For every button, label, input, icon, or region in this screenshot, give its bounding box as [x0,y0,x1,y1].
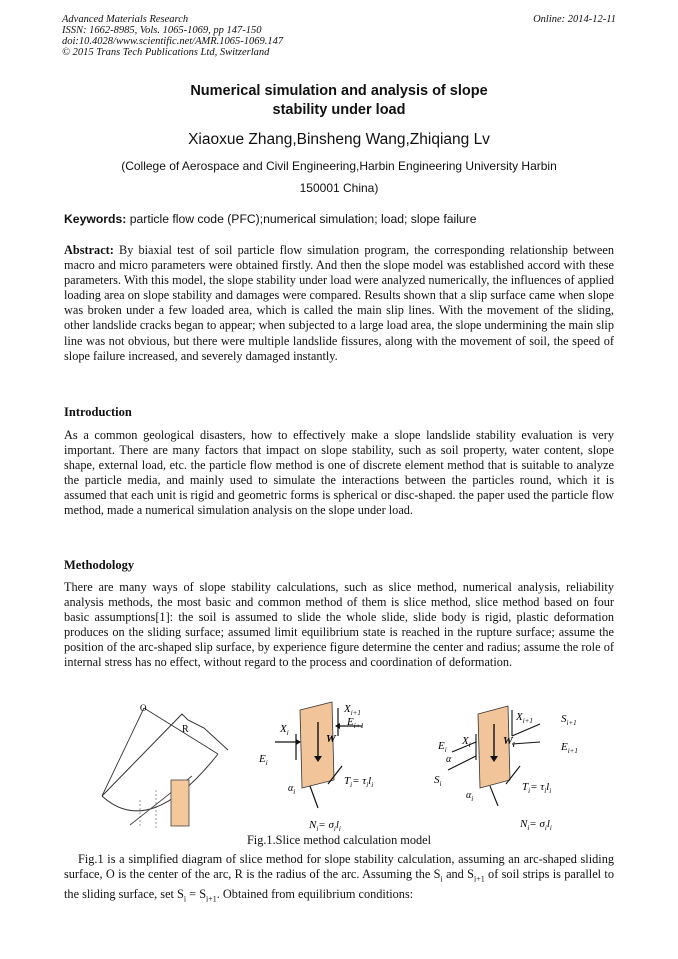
body-text-b: and S [442,867,474,882]
body-text-d: = S [186,886,207,901]
title-line-1: Numerical simulation and analysis of slope [190,83,488,99]
introduction-text: As a common geological disasters, how to effectively make a slope landslide stability evaluation is very important. There are many factors that impact on slope stability, such as soil property, water content, slope shape, external load, etc. the particle flow method is one of discrete element method that is suitable to analyze the particle media, and mainly used to simulate the interactions between the particles round, which it is assumed that each unit is rigid and geometric forms is spherical or disc-shaped. the paper used the particle flow method, made a numerical simulation analysis on the slope under load. [64,428,614,518]
e-i1-arrow [512,742,540,744]
journal-name: Advanced Materials Research [62,14,189,25]
label-alpha: $\alpha_i$ [466,790,474,803]
label-n-equation: $N_i= \sigma_il_i$ [309,819,341,832]
label-w: W [326,733,336,745]
methodology-text: There are many ways of slope stability calculations, such as slice method, numerical analysis, reliability analysis methods, the most basic and common method of them is slice method, slice method based on four basic assumptions[1]: the soil is assumed to slide the whole slide, slide body is rigid, plastic deformation produces on the sliding surface; assumed limit equilibrium state is reached in the rupture surface; assume the position of the arc-shaped slip surface, by experience figure determine the center and radius; assume the role of internal stress has no effect, without regard to the process and coordination of deformation. [64,580,614,670]
label-o: O [140,703,147,713]
slice-forces-diagram-1 [258,702,373,832]
label-s-i: $S_i$ [434,774,442,788]
label-w-i: $W_i$ [503,735,515,749]
n-arrow [490,786,498,806]
label-x-i: $X_i$ [462,735,471,749]
label-e-i: $E_i$ [438,740,447,754]
label-e-i1: $E_{i+1}$ [347,716,364,730]
label-e-i: $E_i$ [259,753,268,767]
subscript-i: i [440,874,443,884]
paper-title [0,82,678,120]
methodology-heading: Methodology [64,558,135,572]
keywords-label: Keywords: [64,212,127,226]
introduction-heading: Introduction [64,405,132,419]
body-text-e: . Obtained from equilibrium conditions: [216,886,414,901]
slice-forces-diagram-2 [434,706,578,832]
s-i-arrow [448,756,476,770]
copyright: © 2015 Trans Tech Publications Ltd, Switzerland [62,47,270,58]
doi-link[interactable]: doi:10.4028/www.scientific.net/AMR.1065-1069.147 [62,36,284,47]
affiliation-line-1: (College of Aerospace and Civil Engineering,Harbin Engineering University Harbin [121,159,557,173]
body-paragraph-1 [64,852,614,906]
keywords [64,212,624,226]
label-x-i: $X_i$ [280,723,289,737]
slope-surface [102,714,228,796]
subscript-i1: i+1 [206,894,217,904]
n-arrow [310,786,318,808]
keywords-text: particle flow code (PFC);numerical simulation; load; slope failure [129,212,477,226]
issn: ISSN: 1662-8985, Vols. 1065-1069, pp 147-150 [62,25,262,36]
e-i-arrowhead [296,739,301,745]
abstract-text: By biaxial test of soil particle flow simulation program, the corresponding relationship between macro and micro parameters were obtained firstly. And then the slope model was established accord with these parameters. With this model, the slope stability under load were analyzed numerically, the influences of applied loading area on slope stability and damages were compared. Results shown that a slip surface came when slope was broken under a few loaded area, which is called the main slip lines. With the movement of the sliding, other landslide cracks began to appear; when subjected to a large load area, the slope undermining the main slip line was not obvious, but there were multiple landslide fissures, along with the movement of soil, the speed of slope failure increased, and severely damaged instantly. [64,243,614,363]
figure-caption: Fig.1.Slice method calculation model [246,833,432,847]
subscript-i: i [183,894,187,904]
slope-diagram [102,703,228,830]
subscript-i1: i+1 [474,874,485,884]
slice-body [300,702,334,788]
s-i1-arrow [512,724,540,736]
title-line-2: stability under load [272,102,406,118]
abstract-label: Abstract: [64,243,114,257]
radius-line-left [102,708,144,796]
journal-header [62,14,616,58]
authors: Xiaoxue Zhang,Binsheng Wang,Zhiqiang Lv [188,131,490,148]
online-date: Online: 2014-12-11 [533,14,616,25]
label-r: R [182,724,189,735]
label-t-equation: $T_i= \tau_il_i$ [344,775,374,789]
slip-arc [102,754,218,811]
label-n-equation: $N_i= \sigma_il_i$ [520,818,552,832]
slice-method-figure [100,700,600,832]
affiliation [0,155,678,199]
label-s-i1: $S_{i+1}$ [561,713,577,727]
label-e-i1: $E_{i+1}$ [561,741,578,755]
abstract [64,243,614,364]
label-alpha-inline: α [446,754,452,765]
label-x-i1: $X_{i+1}$ [516,711,533,725]
affiliation-line-2: 150001 China) [299,181,379,195]
label-t-equation: $T_i= \tau_il_i$ [522,781,552,795]
label-alpha: $\alpha_i$ [288,783,296,796]
highlighted-slice [171,780,189,826]
label-x-i1: $X_{i+1}$ [344,703,361,717]
body-text-a: Fig.1 is a simplified diagram of slice method for slope stability calculation, assuming an arc-shaped sliding surface, O is the center of the arc, R is the radius of the arc. Assuming the S [64,852,614,882]
body-text-c: of soil strips is parallel to the sliding surface, set S [64,867,614,901]
